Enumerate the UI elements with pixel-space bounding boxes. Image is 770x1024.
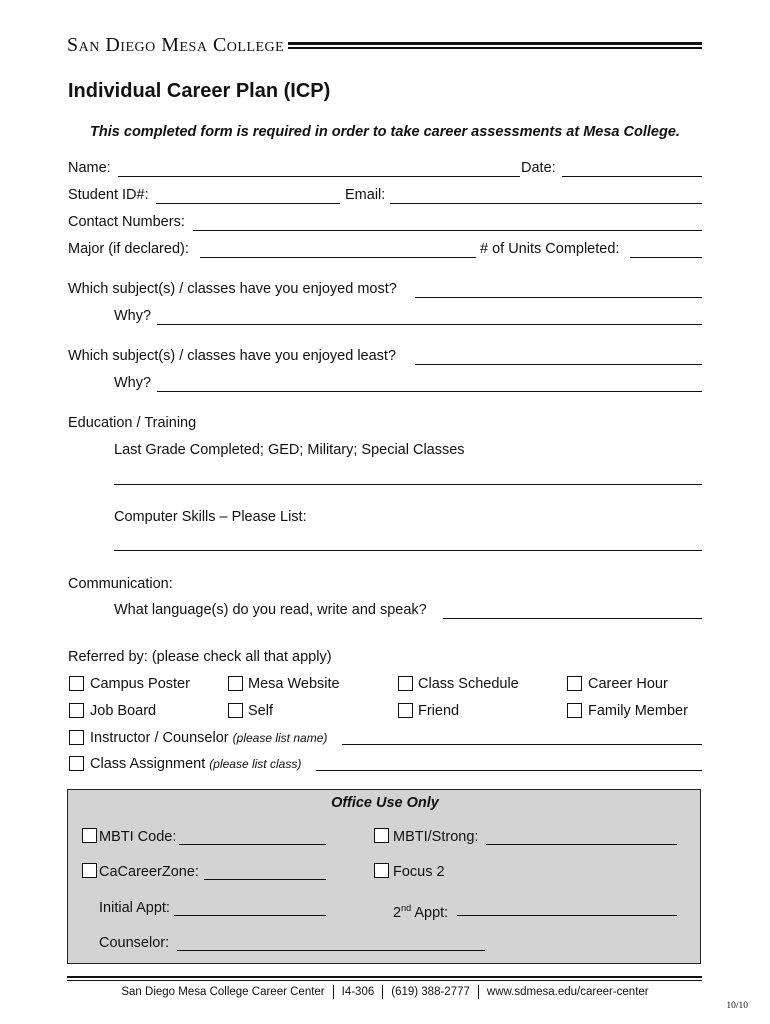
date-field[interactable] [562, 176, 702, 177]
computer-skills-field[interactable] [114, 550, 702, 551]
student-id-label: Student ID#: [68, 187, 149, 203]
mbti-strong-checkbox[interactable] [374, 828, 389, 843]
campus-poster-label: Campus Poster [90, 676, 190, 692]
page-title: Individual Career Plan (ICP) [68, 80, 331, 102]
footer-url[interactable]: www.sdmesa.edu/career-center [486, 986, 649, 999]
class-assignment-checkbox[interactable] [69, 756, 84, 771]
self-label: Self [248, 703, 273, 719]
initial-appt-label: Initial Appt: [99, 900, 170, 916]
class-assignment-label-row [90, 755, 301, 773]
job-board-checkbox[interactable] [69, 703, 84, 718]
instructor-label: Instructor / Counselor [90, 730, 229, 746]
version-label: 10/10 [726, 1001, 748, 1011]
footer-center: San Diego Mesa College Career Center [121, 986, 325, 999]
self-checkbox[interactable] [228, 703, 243, 718]
why-most-field[interactable] [157, 324, 702, 325]
mbti-strong-field[interactable] [486, 844, 677, 845]
career-hour-label: Career Hour [588, 676, 668, 692]
enjoyed-least-label: Which subject(s) / classes have you enjoyed least? [68, 348, 397, 364]
education-heading: Education / Training [68, 415, 197, 431]
focus2-checkbox[interactable] [374, 863, 389, 878]
email-label: Email: [345, 187, 386, 203]
email-field[interactable] [390, 203, 702, 204]
cacareerzone-field[interactable] [204, 879, 326, 880]
footer [0, 985, 770, 999]
friend-checkbox[interactable] [398, 703, 413, 718]
class-assignment-label: Class Assignment [90, 756, 206, 772]
instructor-field[interactable] [342, 744, 702, 745]
footer-room: I4-306 [341, 986, 375, 999]
major-label: Major (if declared): [68, 241, 189, 257]
name-field[interactable] [118, 176, 520, 177]
student-id-field[interactable] [156, 203, 340, 204]
footer-rule [67, 976, 702, 981]
units-field[interactable] [630, 257, 702, 258]
second-appt-field[interactable] [457, 915, 677, 916]
logo-rule [288, 42, 702, 49]
why-least-field[interactable] [157, 391, 702, 392]
footer-separator [478, 985, 479, 999]
career-hour-checkbox[interactable] [567, 676, 582, 691]
footer-phone: (619) 388-2777 [391, 986, 470, 999]
office-use-title: Office Use Only [331, 795, 439, 811]
mbti-strong-label: MBTI/Strong: [393, 829, 479, 845]
footer-separator [333, 985, 334, 999]
why-least-label: Why? [114, 375, 152, 391]
enjoyed-least-field[interactable] [415, 364, 702, 365]
family-member-checkbox[interactable] [567, 703, 582, 718]
units-label: # of Units Completed: [480, 241, 620, 257]
computer-skills-label: Computer Skills – Please List: [114, 509, 307, 525]
job-board-label: Job Board [90, 703, 157, 719]
initial-appt-field[interactable] [174, 915, 326, 916]
cacareerzone-checkbox[interactable] [82, 863, 97, 878]
instructor-checkbox[interactable] [69, 730, 84, 745]
last-grade-label: Last Grade Completed; GED; Military; Special Classes [114, 442, 465, 458]
page-subtitle: This completed form is required in order to take career assessments at Mesa College. [90, 124, 680, 140]
mesa-website-label: Mesa Website [248, 676, 340, 692]
instructor-note: (please list name) [232, 731, 328, 745]
campus-poster-checkbox[interactable] [69, 676, 84, 691]
friend-label: Friend [418, 703, 460, 719]
why-most-label: Why? [114, 308, 152, 324]
languages-field[interactable] [443, 618, 702, 619]
counselor-label: Counselor: [99, 935, 170, 951]
communication-heading: Communication: [68, 576, 173, 592]
second-appt-label-row [393, 899, 448, 922]
second-appt-num: 2 [393, 904, 402, 921]
college-logo: San Diego Mesa College [67, 34, 285, 56]
second-appt-label: Appt: [414, 904, 449, 921]
class-schedule-label: Class Schedule [418, 676, 519, 692]
date-label: Date: [521, 160, 556, 176]
second-appt-sup: nd [401, 903, 412, 913]
class-schedule-checkbox[interactable] [398, 676, 413, 691]
languages-label: What language(s) do you read, write and speak? [114, 602, 427, 618]
enjoyed-most-field[interactable] [415, 297, 702, 298]
mbti-code-label: MBTI Code: [99, 829, 177, 845]
last-grade-field[interactable] [114, 484, 702, 485]
major-field[interactable] [200, 257, 476, 258]
mbti-code-field[interactable] [179, 844, 326, 845]
focus2-label: Focus 2 [393, 864, 445, 880]
enjoyed-most-label: Which subject(s) / classes have you enjoyed most? [68, 281, 397, 297]
mbti-code-checkbox[interactable] [82, 828, 97, 843]
class-assignment-field[interactable] [316, 770, 702, 771]
contact-field[interactable] [193, 230, 702, 231]
contact-label: Contact Numbers: [68, 214, 185, 230]
instructor-label-row [90, 729, 327, 747]
name-label: Name: [68, 160, 111, 176]
class-assignment-note: (please list class) [209, 757, 302, 771]
cacareerzone-label: CaCareerZone: [99, 864, 199, 880]
counselor-field[interactable] [177, 950, 485, 951]
footer-separator [382, 985, 383, 999]
mesa-website-checkbox[interactable] [228, 676, 243, 691]
referred-heading: Referred by: (please check all that apply) [68, 649, 332, 665]
family-member-label: Family Member [588, 703, 688, 719]
